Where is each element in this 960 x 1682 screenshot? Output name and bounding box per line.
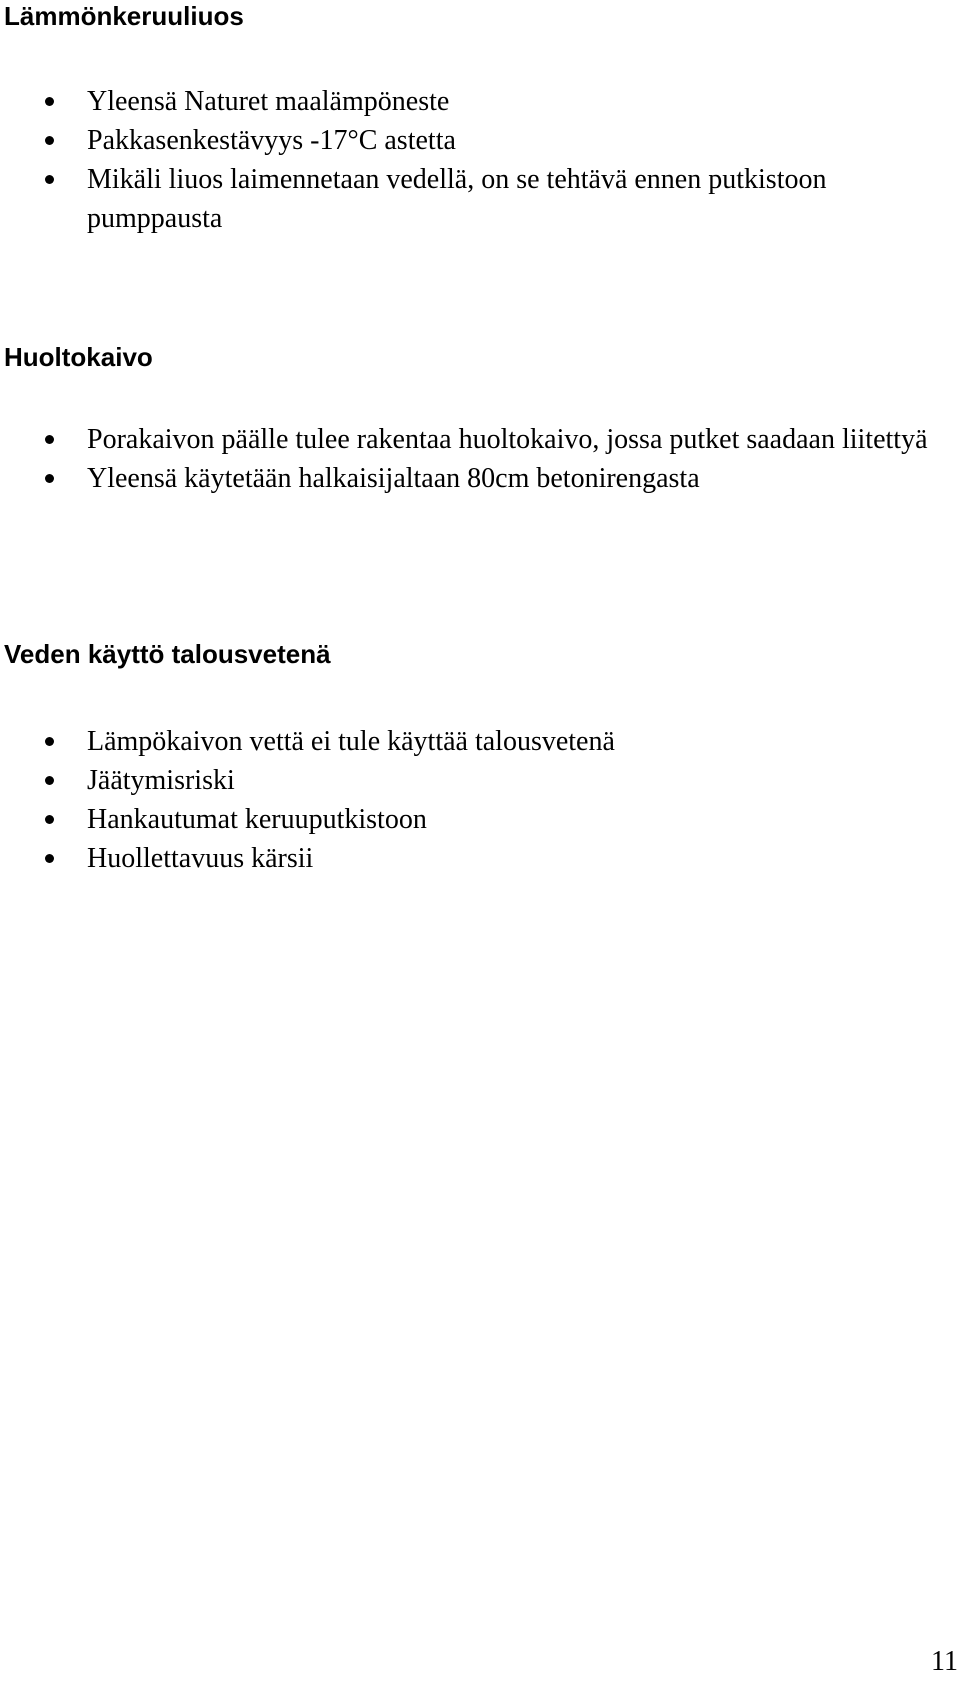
list-item-text: Porakaivon päälle tulee rakentaa huoltokaivo, jossa putket saadaan liitettyä (87, 424, 928, 455)
list-item (0, 420, 960, 459)
list-item-text: Yleensä käytetään halkaisijaltaan 80cm betonirengasta (87, 463, 700, 494)
list-item (0, 722, 960, 761)
bullet-icon (45, 776, 54, 785)
page-number: 11 (931, 1646, 958, 1677)
list-item-text: Mikäli liuos laimennetaan vedellä, on se tehtävä ennen putkistoon pumppausta (87, 164, 827, 234)
section-heading-lammonkeruuliuos: Lämmönkeruuliuos (4, 1, 244, 31)
list-item (0, 160, 960, 238)
bullet-list-lammonkeruuliuos (0, 82, 960, 238)
list-item (0, 839, 960, 878)
section-heading-huoltokaivo: Huoltokaivo (4, 342, 153, 372)
bullet-icon (45, 175, 54, 184)
bullet-icon (45, 136, 54, 145)
list-item-text: Pakkasenkestävyys -17°C astetta (87, 125, 456, 156)
list-item (0, 761, 960, 800)
bullet-icon (45, 97, 54, 106)
list-item (0, 459, 960, 498)
list-item-text: Yleensä Naturet maalämpöneste (87, 86, 450, 117)
bullet-icon (45, 854, 54, 863)
list-item (0, 82, 960, 121)
list-item-text: Lämpökaivon vettä ei tule käyttää talousvetenä (87, 726, 615, 757)
list-item-text: Huollettavuus kärsii (87, 843, 314, 874)
list-item (0, 800, 960, 839)
bullet-list-veden-kaytto (0, 722, 960, 878)
bullet-list-huoltokaivo (0, 420, 960, 498)
list-item-text: Jäätymisriski (87, 765, 235, 796)
list-item (0, 121, 960, 160)
bullet-icon (45, 474, 54, 483)
section-heading-veden-kaytto: Veden käyttö talousvetenä (4, 639, 331, 669)
list-item-text: Hankautumat keruuputkistoon (87, 804, 427, 835)
bullet-icon (45, 435, 54, 444)
bullet-icon (45, 737, 54, 746)
bullet-icon (45, 815, 54, 824)
